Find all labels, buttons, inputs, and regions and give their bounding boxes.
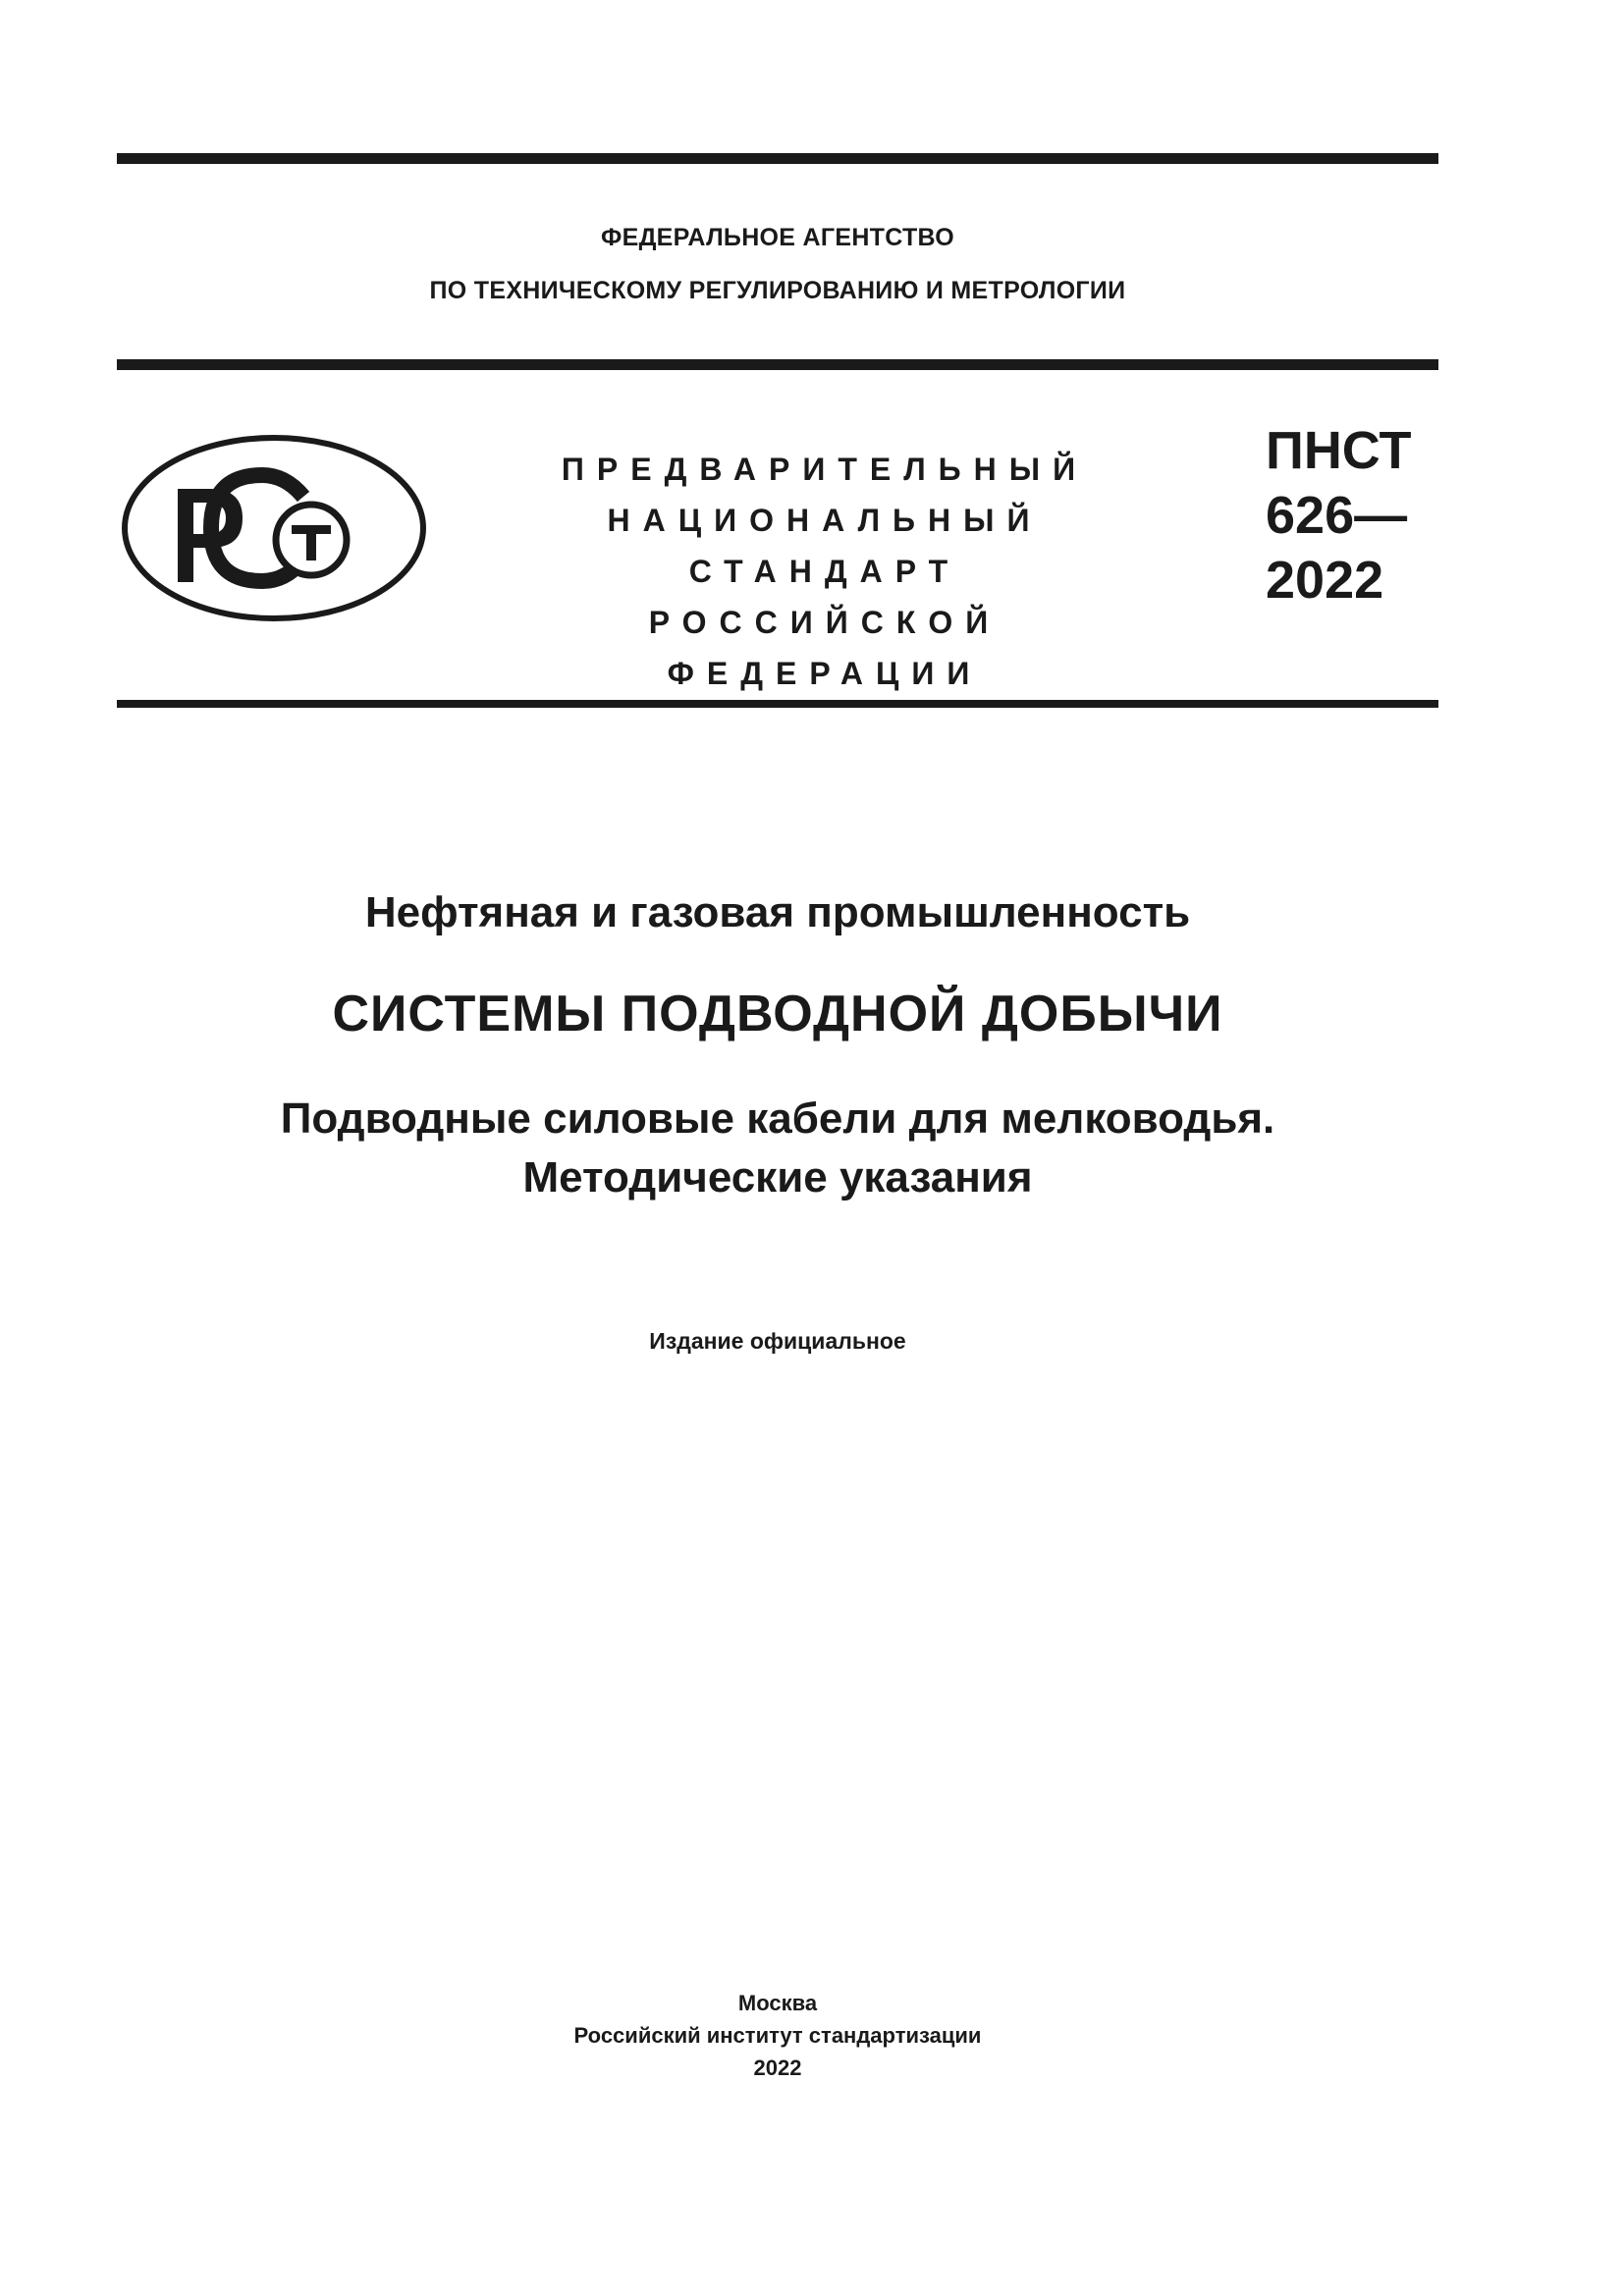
edition-label: Издание официальное xyxy=(649,1328,906,1354)
designation-line: 2022 xyxy=(1266,551,1384,610)
subtitle-line-2: Методические указания xyxy=(522,1153,1033,1201)
industry-title: Нефтяная и газовая промышленность xyxy=(364,888,1191,936)
bottom-rule xyxy=(117,700,1438,708)
standard-type-line: ФЕДЕРАЦИИ xyxy=(667,656,983,691)
imprint-publisher: Российский институт стандартизации xyxy=(573,2023,982,2048)
middle-rule xyxy=(117,359,1438,370)
agency-name-line-2: ПО ТЕХНИЧЕСКОМУ РЕГУЛИРОВАНИЮ И МЕТРОЛОГИИ xyxy=(429,277,1126,304)
main-title: СИСТЕМЫ ПОДВОДНОЙ ДОБЫЧИ xyxy=(332,986,1223,1042)
designation-line: ПНСТ xyxy=(1266,421,1412,480)
standard-type-line: СТАНДАРТ xyxy=(688,554,961,589)
standard-type-label xyxy=(515,444,1134,699)
gost-r-emblem-icon xyxy=(117,430,431,626)
standard-type-line: РОССИЙСКОЙ xyxy=(648,605,1001,640)
imprint-city: Москва xyxy=(737,1991,818,2015)
subtitle xyxy=(117,1090,1438,1207)
imprint-year: 2022 xyxy=(753,2056,802,2080)
subtitle-line-1: Подводные силовые кабели для мелководья. xyxy=(280,1095,1275,1143)
top-rule xyxy=(117,153,1438,164)
standard-type-line: НАЦИОНАЛЬНЫЙ xyxy=(607,503,1043,538)
imprint xyxy=(117,1987,1438,2084)
standard-type-line: ПРЕДВАРИТЕЛЬНЫЙ xyxy=(561,452,1089,487)
agency-name-line-1: ФЕДЕРАЛЬНОЕ АГЕНТСТВО xyxy=(600,224,955,251)
standard-designation xyxy=(1266,418,1411,613)
designation-line: 626— xyxy=(1266,486,1408,545)
